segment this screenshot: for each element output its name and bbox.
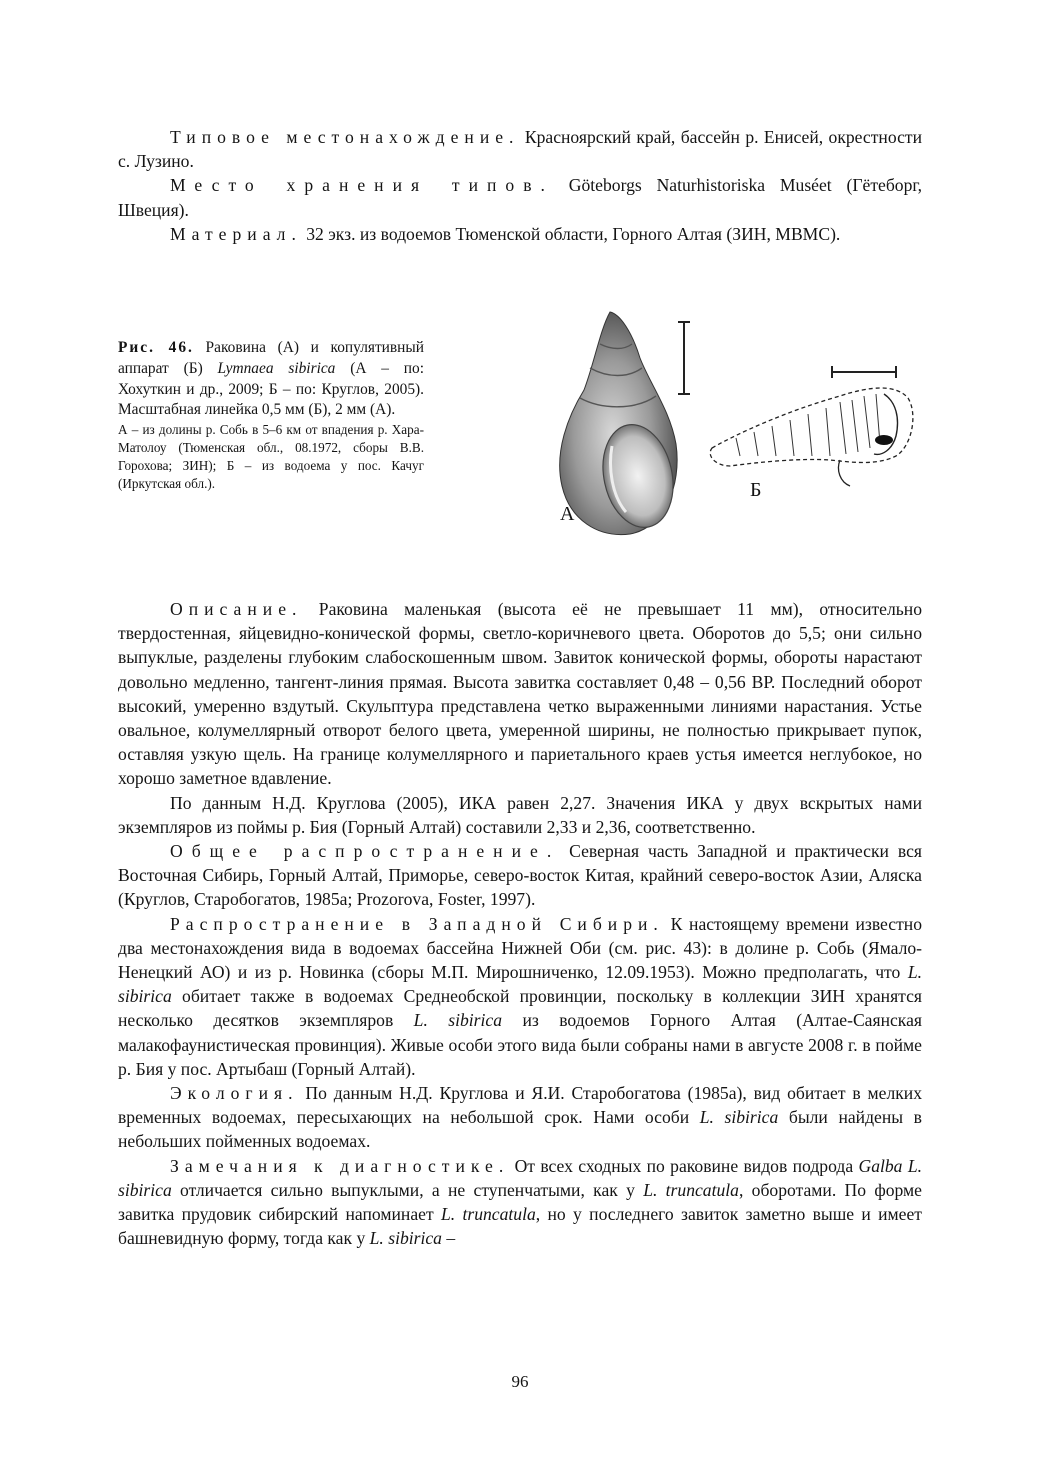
west-siberia-text-2: обитает также в водоемах Среднеобской провинции, поскольку в коллекции ЗИН хранятся несколько десятков экземпляров <box>118 986 922 1031</box>
type-locality-text: Красноярский край, бассейн р. Енисей, окрестности с. Лузино. <box>118 127 922 172</box>
ika-paragraph: По данным Н.Д. Круглова (2005), ИКА равен 2,27. Значения ИКА у двух вскрытых нами экземпляров из поймы р. Бия (Горный Алтай) составили 2,33 и 2,36, соответственно. <box>118 792 922 837</box>
ecology-paragraph <box>118 1081 922 1154</box>
remarks-genus-1: Galba L. sibirica <box>118 1155 922 1200</box>
remarks-text-3: , оборотами. По форме завитка прудовик сибирский напоминает <box>118 1179 922 1225</box>
caption-text-2: (А – по: Хохуткин и др., 2009; Б – по: Круглов, 2005). Масштабная линейка 0,5 мм (Б), 2 мм (А). <box>118 359 425 419</box>
remarks-genus-3: L. truncatula <box>440 1204 536 1225</box>
type-locality-label: Типовое местонахождение. <box>170 127 520 147</box>
distribution-text: Северная часть Западной и практически вся Восточная Сибирь, Горный Алтай, Приморье, северо-восток Китая, крайний северо-восток Азии, Аляска (Круглов, Старобогатов, 1985а; Prozorova, Foster, 1997). <box>118 841 922 910</box>
description-text: Раковина маленькая (высота её не превышает 11 мм), относительно твердостенная, яйцевидно-конической формы, светло-коричневого цвета. Оборотов до 5,5; они сильно выпуклые, разделены глубоким слабоскошенным швом. Завиток конической формы, обороты нарастают довольно медленно, тангент-линия прямая. Высота завитка составляет 0,48 – 0,56 ВР. Последний оборот высокий, умеренно вздутый. Скульптура представлена четко выраженными линиями нарастания. Устье овальное, колумеллярный отворот белого цвета, умеренной ширины, не полностью прикрывает пупок, оставляя узкую щель. На границе колумеллярного и париетального краев устья имеется неглубокое, но хорошо заметное вдавление. <box>118 599 922 789</box>
distribution-label: Общее распространение. <box>170 841 561 862</box>
remarks-paragraph <box>118 1154 922 1251</box>
ecology-text-1: По данным Н.Д. Круглова и Я.И. Старобогатова (1985а), вид обитает в мелких временных водоемах, пересыхающих на небольшой срок. Нами особи <box>118 1083 922 1128</box>
type-repository-paragraph <box>118 173 922 221</box>
remarks-text-5: – <box>441 1228 456 1249</box>
remarks-label: Замечания к диагностике. <box>170 1155 510 1176</box>
figure-caption <box>118 338 424 493</box>
ecology-label: Экология. <box>170 1083 299 1104</box>
figure-46 <box>540 306 940 546</box>
caption-species: Lymnaea sibirica <box>217 359 336 377</box>
west-siberia-species-1: L. sibirica <box>118 962 922 1007</box>
description-label: Описание. <box>170 599 303 619</box>
description-paragraph <box>118 597 922 791</box>
type-locality-paragraph <box>118 125 922 173</box>
west-siberia-text-3: из водоемов Горного Алтая (Алтае-Саянская малакофаунистическая провинция). Живые особи этого вида были собраны нами в августе 2008 г. в пойме р. Бия у пос. Артыбаш (Горный Алтай). <box>118 1010 922 1079</box>
type-repository-label: Место хранения типов. <box>170 175 554 196</box>
figure-drawing <box>540 306 940 546</box>
shell-illustration <box>560 312 682 535</box>
material-label: Материал. <box>170 223 302 244</box>
remarks-text-2: отличается сильно выпуклыми, а не ступенчатыми, как у <box>171 1179 644 1200</box>
caption-sub: А – из долины р. Собь в 5–6 км от впадения р. Хара-Матолоу (Тюменская обл., 08.1972, сборы В.В. Горохова; ЗИН); Б – из водоема у пос. Качуг (Иркутская обл.). <box>118 422 424 492</box>
scale-bar-b <box>832 366 896 378</box>
caption-main <box>118 338 424 421</box>
ecology-species: L. sibirica <box>699 1107 779 1128</box>
material-paragraph <box>118 222 922 246</box>
copulatory-apparatus-illustration <box>710 388 913 486</box>
west-siberia-paragraph <box>118 912 922 1081</box>
remarks-text-1: От всех сходных по раковине видов подрода <box>509 1155 859 1176</box>
remarks-genus-4: L. sibirica <box>369 1228 442 1249</box>
main-text <box>118 597 922 1250</box>
remarks-text-4: , но у последнего завиток заметно выше и имеет башневидную форму, тогда как у <box>118 1204 922 1249</box>
west-siberia-text-1: К настоящему времени известно два местонахождения вида в водоемах бассейна Нижней Оби (см. рис. 43): в долине р. Собь (Ямало-Ненецкий АО) и из р. Новинка (сборы М.П. Мирошниченко, 12.09.1953). Можно предполагать, что <box>118 913 923 983</box>
caption-text-1: Раковина (А) и копулятивный аппарат (Б) <box>118 339 424 377</box>
remarks-genus-2: L. truncatula <box>643 1179 739 1200</box>
figure-label-b: Б <box>750 479 762 501</box>
material-text: 32 экз. из водоемов Тюменской области, Горного Алтая (ЗИН, МВМС). <box>301 223 841 244</box>
distribution-paragraph <box>118 839 922 912</box>
caption-label: Рис. 46. <box>118 339 194 356</box>
figure-label-a: А <box>560 503 575 525</box>
header-paragraphs <box>118 125 922 246</box>
type-repository-text: Göteborgs Naturhistoriska Muséet (Гётеборг, Швеция). <box>118 175 923 220</box>
ecology-text-2: были найдены в небольших пойменных водоемах. <box>118 1107 922 1152</box>
west-siberia-label: Распространение в Западной Сибири. <box>170 913 664 934</box>
west-siberia-species-2: L. sibirica <box>413 1010 503 1031</box>
scale-bar-a <box>678 322 690 394</box>
page-number: 96 <box>511 1372 529 1391</box>
